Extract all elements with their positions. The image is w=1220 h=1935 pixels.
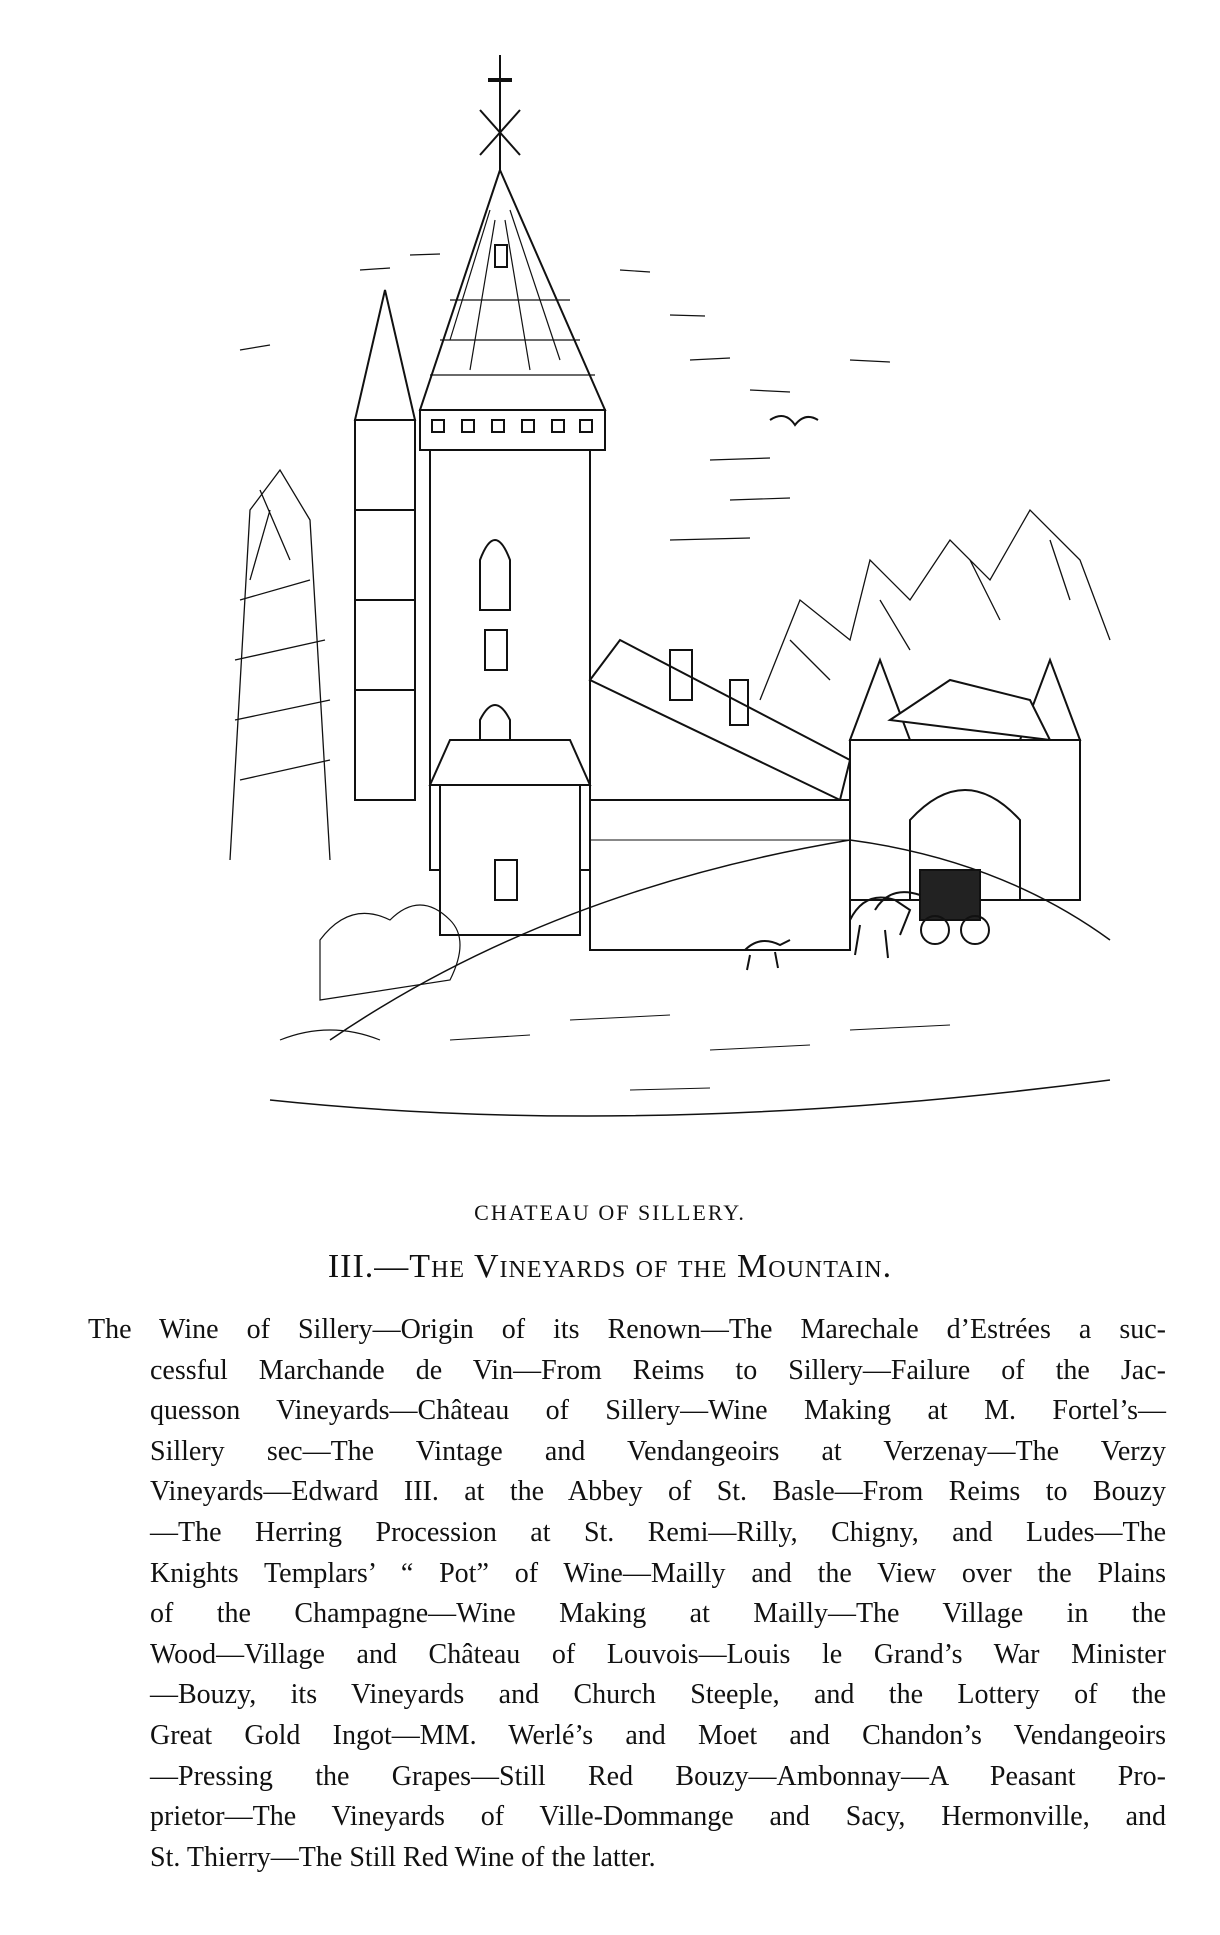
- chateau-engraving: [150, 40, 1170, 1180]
- synopsis-line: prietor—The Vineyards of Ville-Dommange and Sacy, Hermonville, and: [150, 1801, 1166, 1833]
- synopsis-line: quesson Vineyards—Château of Sillery—Wine Making at M. Fortel’s—: [150, 1395, 1166, 1427]
- synopsis-line: —Pressing the Grapes—Still Red Bouzy—Ambonnay—A Peasant Pro-: [150, 1760, 1166, 1792]
- synopsis-line: The Wine of Sillery—Origin of its Renown—The Marechale d’Estrées a suc-: [88, 1314, 1166, 1345]
- synopsis-line: St. Thierry—The Still Red Wine of the latter.: [150, 1841, 656, 1873]
- synopsis-line: —Bouzy, its Vineyards and Church Steeple, and the Lottery of the: [150, 1679, 1166, 1711]
- synopsis-line: cessful Marchande de Vin—From Reims to Sillery—Failure of the Jac-: [150, 1354, 1166, 1386]
- chapter-title: III.—The Vineyards of the Mountain.: [327, 1248, 893, 1285]
- synopsis-line: of the Champagne—Wine Making at Mailly—The Village in the: [150, 1598, 1166, 1630]
- synopsis-line: Knights Templars’ “ Pot” of Wine—Mailly and the View over the Plains: [150, 1557, 1166, 1589]
- synopsis-line: Vineyards—Edward III. at the Abbey of St. Basle—From Reims to Bouzy: [150, 1476, 1166, 1508]
- synopsis-line: Wood—Village and Château of Louvois—Louis le Grand’s War Minister: [150, 1638, 1166, 1670]
- synopsis-line: Sillery sec—The Vintage and Vendangeoirs at Verzenay—The Verzy: [150, 1435, 1166, 1467]
- synopsis-line: —The Herring Procession at St. Remi—Rilly, Chigny, and Ludes—The: [150, 1516, 1166, 1548]
- synopsis-line: Great Gold Ingot—MM. Werlé’s and Moet and Chandon’s Vendangeoirs: [150, 1719, 1166, 1751]
- chapter-synopsis: [88, 1310, 1166, 1878]
- illustration-caption: CHATEAU OF SILLERY.: [474, 1200, 746, 1225]
